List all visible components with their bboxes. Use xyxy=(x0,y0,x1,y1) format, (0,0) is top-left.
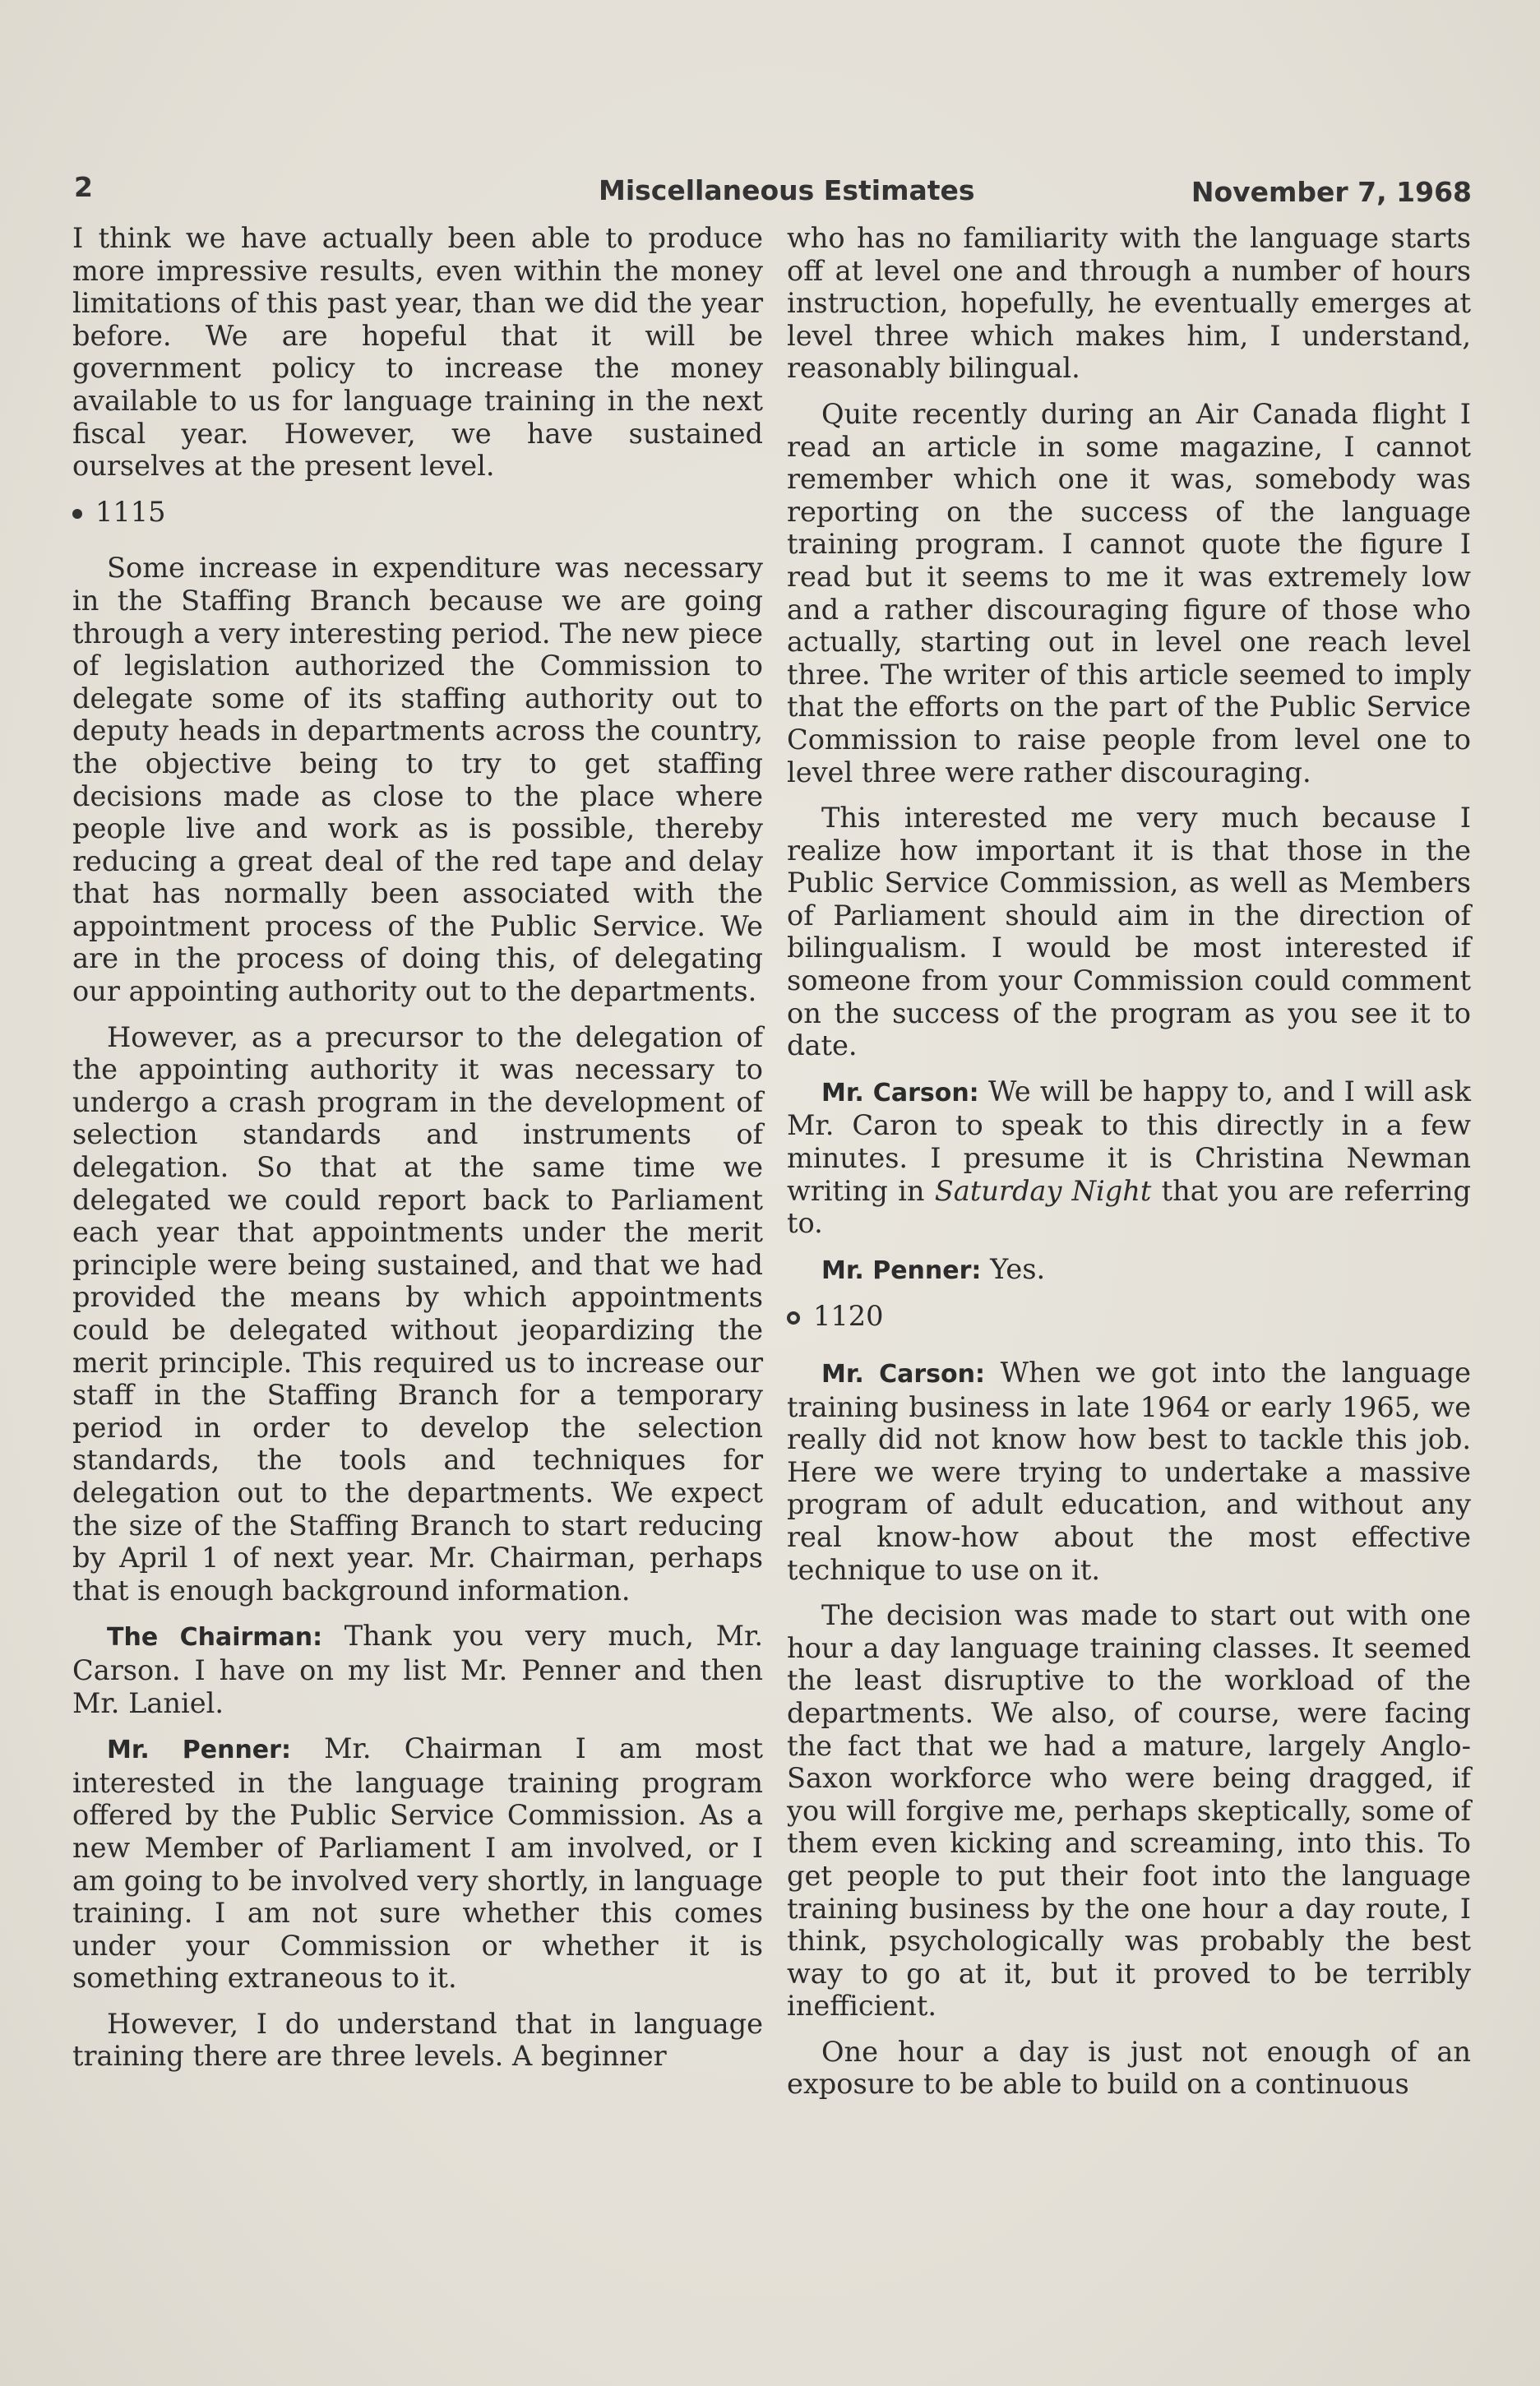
bullet-icon xyxy=(72,509,82,519)
speech-text: Thank you very much, Mr. Carson. I have on my list Mr. Penner and then Mr. Laniel. xyxy=(72,1620,763,1719)
section-marker xyxy=(787,1300,1471,1333)
paragraph: The decision was made to start out with one hour a day language training classes. It seemed the least disruptive to the workload of the departments. We also, of course, were facing the fact that we had a mature, largely Anglo-Saxon workforce who were being dragged, if you will forgive me, perhaps skeptically, some of them even kicking and screaming, into this. To get people to put their foot into the language training business by the one hour a day route, I think, psychologically was probably the best way to go at it, but it proved to be terribly inefficient. xyxy=(787,1599,1471,2023)
speaker-paragraph xyxy=(787,1357,1471,1586)
section-number: 1115 xyxy=(95,495,166,528)
speaker-name: Mr. Penner: xyxy=(107,1736,291,1765)
page-number: 2 xyxy=(74,171,93,203)
page-header xyxy=(74,171,1472,212)
speaker-paragraph xyxy=(72,1620,763,1719)
speech-text: Mr. Chairman I am most interested in the language training program offered by the Public Service Commission. As a new Member of Parliament I am involved, or I am going to be involved very shortly, in language training. I am not sure whether this comes under your Commission or whether it is something extraneous to it. xyxy=(72,1732,763,1995)
speech-text: When we got into the language training business in late 1964 or early 1965, we really did not know how best to tackle this job. Here we were trying to undertake a massive program of adult education, and without any real know-how about the most effective technique to use on it. xyxy=(787,1357,1471,1586)
right-column xyxy=(787,222,1471,2114)
paragraph: who has no familiarity with the language starts off at level one and through a number of hours instruction, hopefully, he eventually emerges at level three which makes him, I understand, reasonably bilingual. xyxy=(787,222,1471,385)
paragraph: However, I do understand that in language training there are three levels. A beginner xyxy=(72,2007,763,2073)
speaker-name: Mr. Carson: xyxy=(821,1360,986,1389)
paragraph: Quite recently during an Air Canada flight I read an article in some magazine, I cannot remember which one it was, somebody was reporting on the success of the language training program. I cannot quote the figure I read but it seems to me it was extremely low and a rather discouraging figure of those who actually, starting out in level one reach level three. The writer of this article seemed to imply that the efforts on the part of the Public Service Commission to raise people from level one to level three were rather discouraging. xyxy=(787,397,1471,788)
bullet-icon xyxy=(787,1311,800,1325)
running-title: Miscellaneous Estimates xyxy=(599,174,975,206)
header-date: November 7, 1968 xyxy=(1191,176,1472,208)
speaker-name: The Chairman: xyxy=(107,1623,323,1653)
section-marker xyxy=(72,496,763,529)
speaker-paragraph xyxy=(72,1732,763,1995)
speaker-name: Mr. Penner: xyxy=(821,1255,982,1285)
speech-text: Yes. xyxy=(990,1252,1046,1285)
speech-text: We will be happy to, and I will ask Mr. Caron to speak to this directly in a few minutes. I presume it is Christina Newman writing in xyxy=(787,1075,1471,1207)
paragraph: This interested me very much because I realize how important it is that those in the Public Service Commission, as well as Members of Parliament should aim in the direction of bilingualism. I would be most interested if someone from your Commission could comment on the success of the program as you see it to date. xyxy=(787,802,1471,1062)
speech-text: that you are referring to. xyxy=(787,1174,1471,1240)
publication-title: Saturday Night xyxy=(934,1174,1152,1207)
speaker-name: Mr. Carson: xyxy=(821,1078,979,1107)
paragraph: However, as a precursor to the delegation of the appointing authority it was necessary to undergo a crash program in the development of selection standards and instruments of delegation. So that at the same time we delegated we could report back to Parliament each year that appointments under the merit principle were being sustained, and that we had provided the means by which appointments could be delegated without jeopardizing the merit principle. This required us to increase our staff in the Staffing Branch for a temporary period in order to develop the selection standards, the tools and techniques for delegation out to the departments. We expect the size of the Staffing Branch to start reducing by April 1 of next year. Mr. Chairman, perhaps that is enough background information. xyxy=(72,1020,763,1607)
paragraph: I think we have actually been able to produce more impressive results, even within the money limitations of this past year, than we did the year before. We are hopeful that it will be government policy to increase the money available to us for language training in the next fiscal year. However, we have sustained ourselves at the present level. xyxy=(72,222,763,483)
left-column xyxy=(72,222,763,2086)
section-number: 1120 xyxy=(813,1300,884,1333)
speaker-paragraph xyxy=(787,1253,1471,1288)
speaker-paragraph xyxy=(787,1075,1471,1240)
paragraph: Some increase in expenditure was necessary in the Staffing Branch because we are going through a very interesting period. The new piece of legislation authorized the Commission to delegate some of its staffing authority out to deputy heads in departments across the country, the objective being to try to get staffing decisions made as close to the place where people live and work as is possible, thereby reducing a great deal of the red tape and delay that has normally been associated with the appointment process of the Public Service. We are in the process of doing this, of delegating our appointing authority out to the departments. xyxy=(72,552,763,1008)
paragraph: One hour a day is just not enough of an exposure to be able to build on a continuous xyxy=(787,2035,1471,2101)
